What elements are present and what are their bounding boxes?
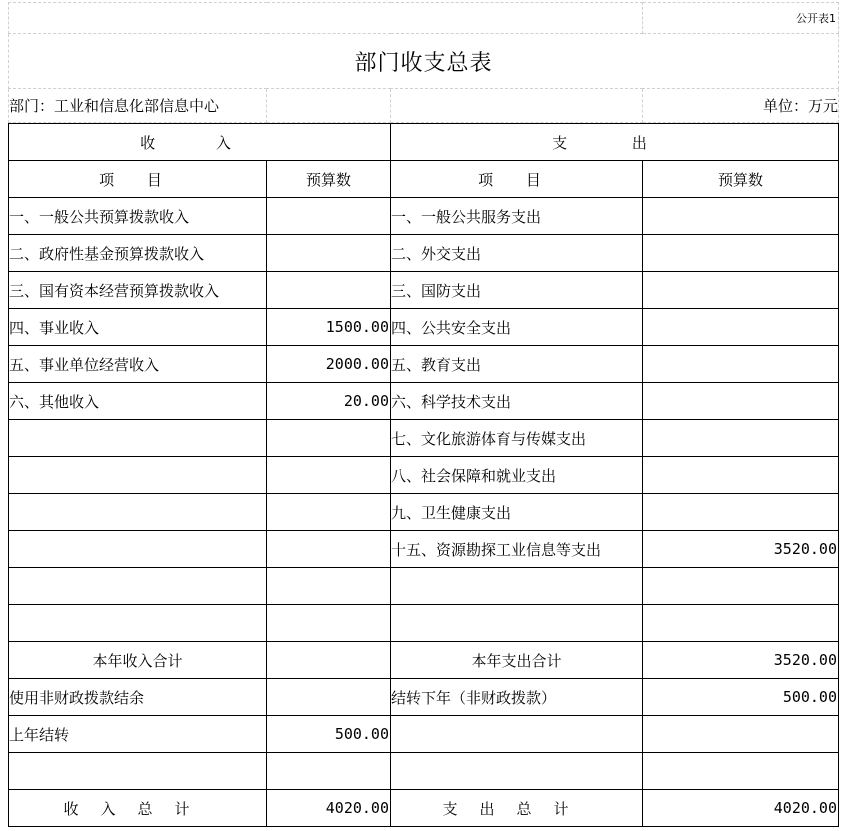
table-row: [9, 383, 839, 420]
expense-item-cell[interactable]: 十五、资源勘探工业信息等支出: [391, 531, 643, 568]
income-item-cell[interactable]: 三、国有资本经营预算拨款收入: [9, 272, 267, 309]
expense-item-cell[interactable]: 三、国防支出: [391, 272, 643, 309]
income-value-cell[interactable]: [267, 531, 391, 568]
expense-value-cell[interactable]: [643, 457, 839, 494]
income-item-cell[interactable]: [9, 420, 267, 457]
income-value-cell[interactable]: [267, 198, 391, 235]
income-item-cell[interactable]: [9, 457, 267, 494]
expense-subtotal-label[interactable]: 本年支出合计: [391, 642, 643, 679]
income-item-cell[interactable]: 六、其他收入: [9, 383, 267, 420]
table-row: [9, 272, 839, 309]
income-item-cell[interactable]: [9, 531, 267, 568]
expense-value-cell[interactable]: [643, 198, 839, 235]
income-total-value[interactable]: 4020.00: [267, 790, 391, 827]
expense-value-cell[interactable]: [643, 235, 839, 272]
income-value-cell[interactable]: 500.00: [267, 716, 391, 753]
income-item-cell[interactable]: 一、一般公共预算拨款收入: [9, 198, 267, 235]
empty-cell[interactable]: [391, 89, 643, 123]
table-row: [9, 753, 839, 790]
income-item-cell[interactable]: [9, 568, 267, 605]
income-item-cell[interactable]: 使用非财政拨款结余: [9, 679, 267, 716]
income-item-cell[interactable]: 五、事业单位经营收入: [9, 346, 267, 383]
table-row: [9, 568, 839, 605]
expense-value-cell[interactable]: [643, 272, 839, 309]
budget-table: [8, 123, 839, 827]
table-row: [9, 346, 839, 383]
expense-item-cell[interactable]: 二、外交支出: [391, 235, 643, 272]
unit-label[interactable]: 单位：万元: [643, 89, 839, 123]
income-subtotal-label[interactable]: 本年收入合计: [9, 642, 267, 679]
income-total-text: 收入总计: [63, 799, 212, 818]
income-value-cell[interactable]: [267, 679, 391, 716]
income-item-cell[interactable]: 四、事业收入: [9, 309, 267, 346]
expense-value-cell[interactable]: [643, 605, 839, 642]
income-value-cell[interactable]: [267, 235, 391, 272]
table-row: [9, 605, 839, 642]
income-value-cell[interactable]: 2000.00: [267, 346, 391, 383]
expense-value-cell[interactable]: [643, 716, 839, 753]
expense-item-cell[interactable]: 五、教育支出: [391, 346, 643, 383]
page-title[interactable]: 部门收支总表: [9, 34, 839, 89]
expense-item-header[interactable]: 项 目: [391, 161, 643, 198]
table-row: [9, 420, 839, 457]
expense-item-cell[interactable]: [391, 716, 643, 753]
expense-value-cell[interactable]: [643, 568, 839, 605]
income-total-label[interactable]: [9, 790, 267, 827]
table-row: [9, 531, 839, 568]
income-item-header[interactable]: 项 目: [9, 161, 267, 198]
subtotal-row: [9, 642, 839, 679]
income-item-cell[interactable]: [9, 605, 267, 642]
expense-item-cell[interactable]: [391, 568, 643, 605]
expense-item-cell[interactable]: 八、社会保障和就业支出: [391, 457, 643, 494]
income-value-cell[interactable]: [267, 420, 391, 457]
expense-value-cell[interactable]: [643, 494, 839, 531]
total-row: [9, 790, 839, 827]
income-value-cell[interactable]: [267, 272, 391, 309]
expense-item-cell[interactable]: 四、公共安全支出: [391, 309, 643, 346]
expense-value-cell[interactable]: [643, 753, 839, 790]
expense-total-text: 支出总计: [442, 799, 591, 818]
income-subtotal-value[interactable]: [267, 642, 391, 679]
expense-item-cell[interactable]: 七、文化旅游体育与传媒支出: [391, 420, 643, 457]
income-item-cell[interactable]: 二、政府性基金预算拨款收入: [9, 235, 267, 272]
department-label[interactable]: 部门：工业和信息化部信息中心: [9, 89, 267, 123]
table-row: [9, 198, 839, 235]
income-value-cell[interactable]: [267, 457, 391, 494]
income-value-cell[interactable]: [267, 605, 391, 642]
expense-value-cell[interactable]: [643, 346, 839, 383]
expense-item-cell[interactable]: 九、卫生健康支出: [391, 494, 643, 531]
expense-item-cell[interactable]: [391, 605, 643, 642]
table-row: [9, 457, 839, 494]
table-row: [9, 679, 839, 716]
income-value-cell[interactable]: [267, 494, 391, 531]
table-row: [9, 235, 839, 272]
expense-item-cell[interactable]: [391, 753, 643, 790]
expense-value-cell[interactable]: [643, 309, 839, 346]
expense-value-cell[interactable]: [643, 383, 839, 420]
expense-total-value[interactable]: 4020.00: [643, 790, 839, 827]
income-item-cell[interactable]: [9, 494, 267, 531]
empty-cell[interactable]: [267, 89, 391, 123]
income-value-cell[interactable]: [267, 568, 391, 605]
expense-value-cell[interactable]: 500.00: [643, 679, 839, 716]
income-group-header[interactable]: 收 入: [9, 124, 391, 161]
income-budget-header[interactable]: 预算数: [267, 161, 391, 198]
table-row: [9, 494, 839, 531]
income-value-cell[interactable]: [267, 753, 391, 790]
income-value-cell[interactable]: 20.00: [267, 383, 391, 420]
form-tag[interactable]: 公开表1: [643, 3, 839, 34]
expense-value-cell[interactable]: [643, 420, 839, 457]
expense-subtotal-value[interactable]: 3520.00: [643, 642, 839, 679]
expense-item-cell[interactable]: 结转下年（非财政拨款）: [391, 679, 643, 716]
table-row: [9, 716, 839, 753]
income-item-cell[interactable]: 上年结转: [9, 716, 267, 753]
income-item-cell[interactable]: [9, 753, 267, 790]
expense-total-label[interactable]: [391, 790, 643, 827]
budget-sheet: [8, 2, 838, 827]
expense-group-header[interactable]: 支 出: [391, 124, 839, 161]
table-row: [9, 309, 839, 346]
expense-item-cell[interactable]: 六、科学技术支出: [391, 383, 643, 420]
expense-value-cell[interactable]: 3520.00: [643, 531, 839, 568]
expense-item-cell[interactable]: 一、一般公共服务支出: [391, 198, 643, 235]
empty-cell[interactable]: [9, 3, 643, 34]
income-value-cell[interactable]: 1500.00: [267, 309, 391, 346]
sheet-header: [8, 2, 839, 123]
expense-budget-header[interactable]: 预算数: [643, 161, 839, 198]
